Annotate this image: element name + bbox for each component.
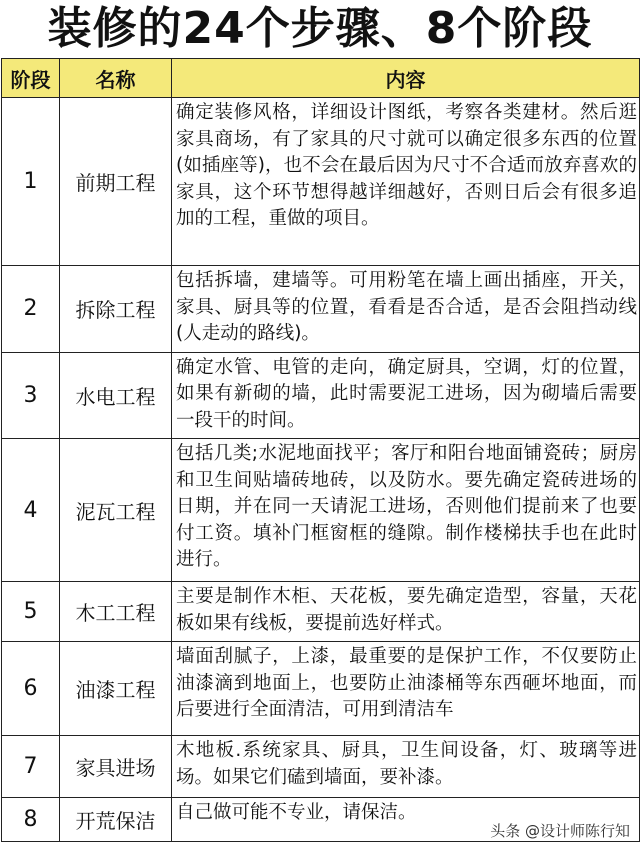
- stage-name: 木工工程: [60, 582, 172, 642]
- table-row: [2, 582, 640, 642]
- stage-name: 开荒保洁: [60, 798, 172, 842]
- stage-name: 拆除工程: [60, 266, 172, 353]
- table-row: [2, 439, 640, 582]
- stage-name: 水电工程: [60, 352, 172, 439]
- stage-number: 8: [2, 798, 60, 842]
- table-row: [2, 352, 640, 439]
- table-row: [2, 736, 640, 798]
- stage-number: 1: [2, 98, 60, 266]
- table-header-row: [2, 59, 640, 98]
- header-name: 名称: [60, 59, 172, 98]
- stage-content: 墙面刮腻子，上漆，最重要的是保护工作，不仅要防止油漆滴到地面上，也要防止油漆桶等东西砸坏地面，而后要进行全面清洁，可用到清洁车: [172, 642, 640, 736]
- stage-content: 包括拆墙，建墙等。可用粉笔在墙上画出插座，开关，家具、厨具等的位置，看看是否合适，是否会阻挡动线(人走动的路线)。: [172, 266, 640, 353]
- stage-content: 确定水管、电管的走向，确定厨具，空调，灯的位置，如果有新砌的墙，此时需要泥工进场，因为砌墙后需要一段干的时间。: [172, 352, 640, 439]
- stage-name: 前期工程: [60, 98, 172, 266]
- stage-content: 确定装修风格，详细设计图纸，考察各类建材。然后逛家具商场，有了家具的尺寸就可以确定很多东西的位置(如插座等)，也不会在最后因为尺寸不合适而放弃喜欢的家具，这个环节想得越详细越好，否则日后会有很多追加的工程，重做的项目。: [172, 98, 640, 266]
- table-row: [2, 642, 640, 736]
- stage-content: 自己做可能不专业，请保洁。: [172, 798, 640, 842]
- table-row: [2, 266, 640, 353]
- stage-number: 2: [2, 266, 60, 353]
- stage-number: 4: [2, 439, 60, 582]
- stage-name: 油漆工程: [60, 642, 172, 736]
- watermark: 头条 @设计师陈行知: [490, 822, 630, 840]
- stage-content: 包括几类;水泥地面找平；客厅和阳台地面铺瓷砖；厨房和卫生间贴墙砖地砖，以及防水。要先确定瓷砖进场的日期，并在同一天请泥工进场，否则他们提前来了也要付工资。填补门框窗框的缝隙。制作楼梯扶手也在此时进行。: [172, 439, 640, 582]
- header-stage: 阶段: [2, 59, 60, 98]
- stage-number: 7: [2, 736, 60, 798]
- stage-content: 木地板.系统家具、厨具，卫生间设备，灯、玻璃等进场。如果它们磕到墙面，要补漆。: [172, 736, 640, 798]
- stage-content: 主要是制作木柜、天花板，要先确定造型，容量，天花板如果有线板，要提前选好样式。: [172, 582, 640, 642]
- stage-name: 泥瓦工程: [60, 439, 172, 582]
- page-title: 装修的24个步骤、8个阶段: [47, 3, 593, 54]
- stage-number: 3: [2, 352, 60, 439]
- stage-name: 家具进场: [60, 736, 172, 798]
- table-row: [2, 98, 640, 266]
- renovation-steps-table: [1, 58, 640, 842]
- header-content: 内容: [172, 59, 640, 98]
- stage-number: 6: [2, 642, 60, 736]
- stage-number: 5: [2, 582, 60, 642]
